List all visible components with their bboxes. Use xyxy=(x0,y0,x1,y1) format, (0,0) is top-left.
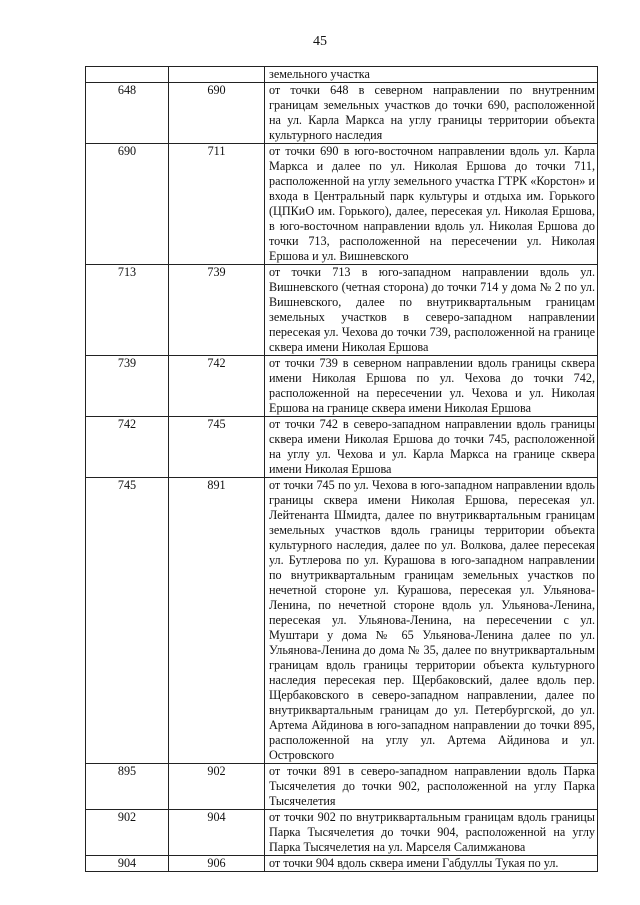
page-number: 45 xyxy=(313,34,327,49)
point-to-cell: 902 xyxy=(169,764,265,810)
table-row xyxy=(86,856,598,872)
table-row xyxy=(86,83,598,144)
boundary-description-cell: от точки 690 в юго-восточном направлении вдоль ул. Карла Маркса и далее по ул. Николая Ершова до точки 711, расположенной на углу земельного участка ГТРК «Корстон» и входа в Центральный парк культуры и отдыха им. Горького (ЦПКиО им. Горького), далее, пересекая ул. Николая Ершова, в юго-восточном направлении вдоль ул. Николая Ершова до точки 713, расположенной на пересечении ул. Николая Ершова и ул. Вишневского xyxy=(265,144,598,265)
point-to-cell: 745 xyxy=(169,417,265,478)
boundary-points-table xyxy=(85,66,598,872)
point-from-cell xyxy=(86,67,169,83)
point-to-cell: 904 xyxy=(169,810,265,856)
boundary-description-cell: от точки 739 в северном направлении вдоль границы сквера имени Николая Ершова по ул. Чехова до точки 742, расположенной на пересечении ул. Чехова и ул. Николая Ершова на границе сквера имени Николая Ершова xyxy=(265,356,598,417)
table-row xyxy=(86,417,598,478)
boundary-description-cell: земельного участка xyxy=(265,67,598,83)
point-from-cell: 902 xyxy=(86,810,169,856)
table-row xyxy=(86,356,598,417)
table-row xyxy=(86,265,598,356)
point-from-cell: 742 xyxy=(86,417,169,478)
point-from-cell: 713 xyxy=(86,265,169,356)
point-from-cell: 739 xyxy=(86,356,169,417)
boundary-description-cell: от точки 742 в северо-западном направлении вдоль границы сквера имени Николая Ершова до точки 745, расположенной на углу ул. Чехова и ул. Карла Маркса на границе сквера имени Николая Ершова xyxy=(265,417,598,478)
boundary-description-cell: от точки 648 в северном направлении по внутренним границам земельных участков до точки 690, расположенной на ул. Карла Маркса на углу границы территории объекта культурного наследия xyxy=(265,83,598,144)
boundary-description-cell: от точки 745 по ул. Чехова в юго-западном направлении вдоль границы сквера имени Николая Ершова, пересекая ул. Лейтенанта Шмидта, далее по внутриквартальным границам земельных участков вдоль границы территории объекта культурного наследия, далее по ул. Волкова, далее пересекая ул. Бутлерова по ул. Курашова в юго-западном направлении по внутриквартальным границам земельных участков по нечетной стороне ул. Курашова, пересекая ул. Ульянова-Ленина, по нечетной стороне вдоль ул. Ульянова-Ленина, пересекая ул. Ульянова-Ленина, на пересечении с ул. Муштари у дома № 65 Ульянова-Ленина далее по ул. Ульянова-Ленина до дома № 35, далее по внутриквартальным границам вдоль границы территории объекта культурного наследия пересекая пер. Щербаковский, далее вдоль пер. Щербаковского в северо-западном направлении, далее по внутриквартальным границам до ул. Петербургской, до ул. Артема Айдинова в юго-западном направлении до точки 895, расположенной на углу ул. Артема Айдинова и ул. Островского xyxy=(265,478,598,764)
point-to-cell: 742 xyxy=(169,356,265,417)
point-from-cell: 904 xyxy=(86,856,169,872)
boundary-description-cell: от точки 904 вдоль сквера имени Габдуллы Тукая по ул. xyxy=(265,856,598,872)
table-row xyxy=(86,144,598,265)
point-to-cell: 711 xyxy=(169,144,265,265)
table-row xyxy=(86,67,598,83)
boundary-description-cell: от точки 891 в северо-западном направлении вдоль Парка Тысячелетия до точки 902, расположенной на углу Парка Тысячелетия xyxy=(265,764,598,810)
boundary-description-cell: от точки 902 по внутриквартальным границам вдоль границы Парка Тысячелетия до точки 904, расположенной на углу Парка Тысячелетия на ул. Марселя Салимжанова xyxy=(265,810,598,856)
point-from-cell: 745 xyxy=(86,478,169,764)
point-from-cell: 648 xyxy=(86,83,169,144)
table-row xyxy=(86,810,598,856)
point-from-cell: 690 xyxy=(86,144,169,265)
point-to-cell: 906 xyxy=(169,856,265,872)
table-row xyxy=(86,764,598,810)
boundary-description-cell: от точки 713 в юго-западном направлении вдоль ул. Вишневского (четная сторона) до точки 714 у дома № 2 по ул. Вишневского, далее по внутриквартальным границам земельных участков в северо-западном направлении пересекая ул. Чехова до точки 739, расположенной на границе сквера имени Николая Ершова xyxy=(265,265,598,356)
point-to-cell: 739 xyxy=(169,265,265,356)
point-to-cell: 690 xyxy=(169,83,265,144)
point-to-cell: 891 xyxy=(169,478,265,764)
point-from-cell: 895 xyxy=(86,764,169,810)
point-to-cell xyxy=(169,67,265,83)
table-row xyxy=(86,478,598,764)
